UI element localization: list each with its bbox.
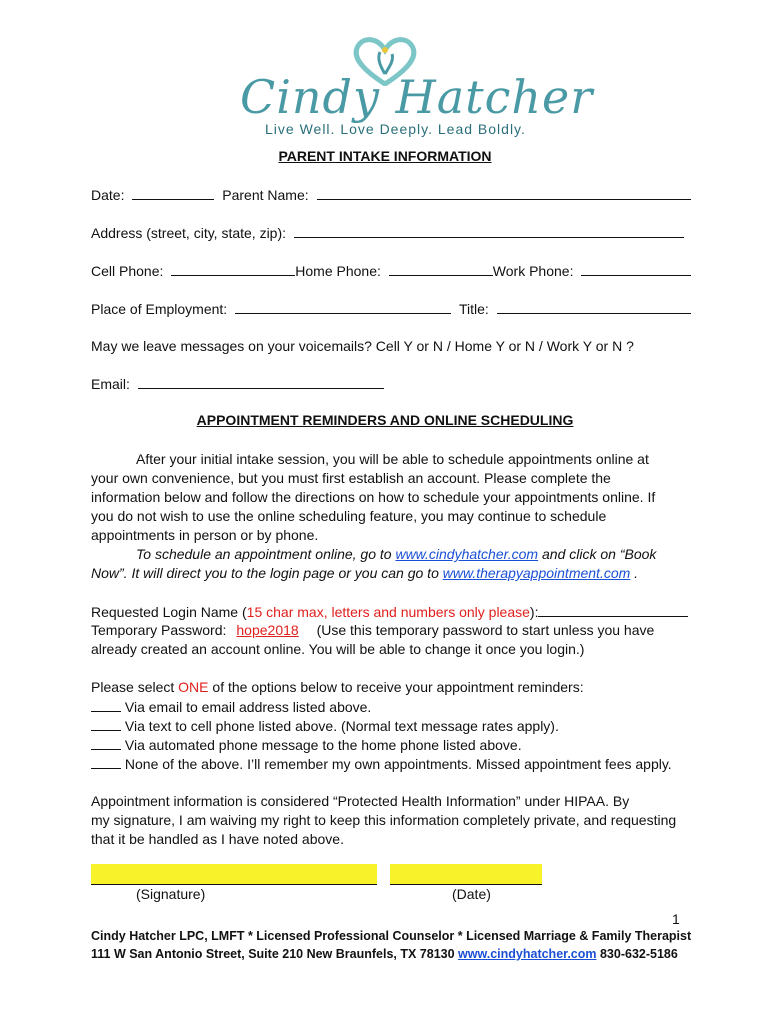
work-phone-field[interactable] xyxy=(581,261,691,276)
page-number: 1 xyxy=(672,911,680,927)
therapyappointment-link[interactable]: www.therapyappointment.com xyxy=(442,565,631,581)
email-label: Email: xyxy=(91,376,130,392)
employment-label: Place of Employment: xyxy=(91,301,228,317)
login-name-hint: 15 char max, letters and numbers only please xyxy=(246,604,530,620)
login-name-field[interactable] xyxy=(538,602,688,617)
footer-line-2 xyxy=(91,945,678,963)
logo-tagline: Live Well. Love Deeply. Lead Boldly. xyxy=(265,121,526,137)
intro-line-1: After your initial intake session, you will be able to schedule appointments online at xyxy=(136,451,649,467)
reminder-option-email xyxy=(91,697,371,716)
reminder-checkbox-phone[interactable] xyxy=(91,735,121,750)
temp-password-row xyxy=(91,621,654,639)
instruction-text-2: Now”. It will direct you to the login page or you can go to xyxy=(91,565,443,581)
reminder-intro xyxy=(91,678,584,696)
login-name-close: ): xyxy=(529,604,539,620)
temp-password-value: hope2018 xyxy=(236,622,299,638)
reminder-option-none xyxy=(91,754,672,773)
reminder-checkbox-none[interactable] xyxy=(91,754,121,769)
email-row xyxy=(91,374,384,393)
reminder-intro-a: Please select xyxy=(91,679,179,695)
instruction-line-2 xyxy=(91,564,638,582)
reminder-option-text xyxy=(91,716,559,735)
reminder-option-phone xyxy=(91,735,522,754)
signature-date-field[interactable] xyxy=(390,864,542,885)
date-field[interactable] xyxy=(132,185,214,200)
temp-password-label: Temporary Password: xyxy=(91,622,227,638)
temp-password-note: (Use this temporary password to start unless you have xyxy=(316,622,655,638)
instruction-line-1 xyxy=(136,545,656,563)
instruction-text: To schedule an appointment online, go to xyxy=(136,546,396,562)
login-name-label: Requested Login Name ( xyxy=(91,604,247,620)
address-label: Address (street, city, state, zip): xyxy=(91,225,287,241)
title-field[interactable] xyxy=(497,299,691,314)
reminder-option-label: Via email to email address listed above. xyxy=(124,699,372,715)
intro-line-4: you do not wish to use the online scheduling feature, you may continue to schedule xyxy=(91,508,607,524)
hipaa-line-3: that it be handled as I have noted above. xyxy=(91,831,344,847)
hipaa-line-2: my signature, I am waiving my right to keep this information completely private, and requesting xyxy=(91,812,677,828)
instruction-text-2-end: . xyxy=(630,565,639,581)
reminder-option-label: None of the above. I’ll remember my own appointments. Missed appointment fees apply. xyxy=(124,756,672,772)
date-label: Date: xyxy=(91,187,125,203)
cell-phone-field[interactable] xyxy=(171,261,295,276)
intro-line-3: information below and follow the directions on how to schedule your appointments online. If xyxy=(91,489,656,505)
reminder-checkbox-text[interactable] xyxy=(91,716,121,731)
employment-row xyxy=(91,299,691,318)
reminder-checkbox-email[interactable] xyxy=(91,697,121,712)
temp-password-note-2: already created an account online. You will be able to change it once you login.) xyxy=(91,641,585,657)
signature-label: (Signature) xyxy=(136,886,206,902)
date-parent-row xyxy=(91,185,691,204)
footer-line-1: Cindy Hatcher LPC, LMFT * Licensed Professional Counselor * Licensed Marriage & Family Therapist xyxy=(91,929,692,943)
section-title-scheduling: APPOINTMENT REMINDERS AND ONLINE SCHEDULING xyxy=(196,412,574,428)
home-label: Home Phone: xyxy=(295,263,381,279)
employment-field[interactable] xyxy=(235,299,451,314)
address-row xyxy=(91,223,684,242)
signature-date-label: (Date) xyxy=(452,886,491,902)
parent-name-field[interactable] xyxy=(317,185,691,200)
login-name-row xyxy=(91,602,688,621)
reminder-intro-b: of the options below to receive your appointment reminders: xyxy=(208,679,584,695)
instruction-text-end: and click on “Book xyxy=(538,546,657,562)
page-title: PARENT INTAKE INFORMATION xyxy=(278,148,492,164)
work-label: Work Phone: xyxy=(492,263,574,279)
footer-address: 111 W San Antonio Street, Suite 210 New Braunfels, TX 78130 xyxy=(91,947,459,961)
reminder-option-label: Via text to cell phone listed above. (Normal text message rates apply). xyxy=(124,718,559,734)
logo-name: Cindy Hatcher xyxy=(240,70,594,124)
intro-line-2: your own convenience, but you must first establish an account. Please complete the xyxy=(91,470,611,486)
title-label: Title: xyxy=(458,301,489,317)
footer-phone: 830-632-5186 xyxy=(596,947,678,961)
intro-line-5: appointments in person or by phone. xyxy=(91,527,319,543)
home-phone-field[interactable] xyxy=(389,261,493,276)
email-field[interactable] xyxy=(138,374,384,389)
reminder-option-label: Via automated phone message to the home phone listed above. xyxy=(124,737,522,753)
footer-website-link[interactable]: www.cindyhatcher.com xyxy=(458,947,597,961)
reminder-intro-one: ONE xyxy=(178,679,209,695)
parent-name-label: Parent Name: xyxy=(222,187,309,203)
voicemail-question: May we leave messages on your voicemails? Cell Y or N / Home Y or N / Work Y or N ? xyxy=(91,338,634,354)
signature-field[interactable] xyxy=(91,864,377,885)
cindyhatcher-link[interactable]: www.cindyhatcher.com xyxy=(395,546,539,562)
cell-label: Cell Phone: xyxy=(91,263,164,279)
address-field[interactable] xyxy=(294,223,684,238)
phone-row xyxy=(91,261,691,280)
hipaa-line-1: Appointment information is considered “Protected Health Information” under HIPAA. By xyxy=(91,793,630,809)
